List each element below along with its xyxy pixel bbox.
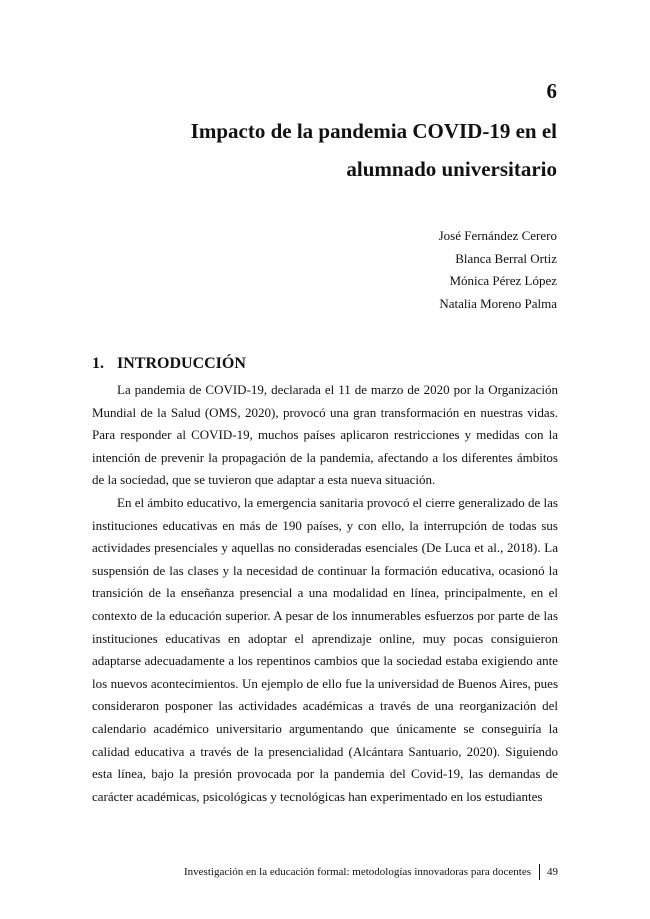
paragraph: En el ámbito educativo, la emergencia sanitaria provocó el cierre generalizado de las instituciones educativas en más de 190 países, y con ello, la interrupción de todas sus actividades presenciales y aquellas no consideradas esenciales (De Luca et al., 2018). La suspensión de las clases y la necesidad de continuar la formación educativa, ocasionó la transición de la enseñanza presencial a una modalidad en línea, principalmente, en el contexto de la educación superior. A pesar de los innumerables esfuerzos por parte de las instituciones educativas en adoptar el aprendizaje online, muy pocas consiguieron adaptarse adecuadamente a los repentinos cambios que la sociedad estaba exigiendo ante los nuevos acontecimientos. Un ejemplo de ello fue la universidad de Buenos Aires, pues consideraron posponer las actividades académicas a través de una reorganización del calendario académico universitario argumentando que únicamente se conseguiría la calidad educativa a través de la presencialidad (Alcántara Santuario, 2020). Siguiendo esta línea, bajo la presión provocada por la pandemia del Covid-19, las demandas de carácter académicas, psicológicas y tecnológicas han experimentado en los estudiantes bbox=[92, 494, 558, 804]
chapter-title-line-1: Impacto de la pandemia COVID-19 en el bbox=[190, 119, 557, 143]
section-number: 1. bbox=[92, 355, 104, 372]
page-footer bbox=[184, 864, 558, 880]
footer-divider bbox=[539, 864, 540, 880]
chapter-title bbox=[137, 112, 557, 188]
author-name: Blanca Berral Ortiz bbox=[455, 250, 557, 266]
body-text bbox=[92, 379, 558, 808]
page-number: 49 bbox=[547, 866, 558, 878]
author-name: José Fernández Cerero bbox=[438, 228, 557, 243]
paragraph: La pandemia de COVID-19, declarada el 11 de marzo de 2020 por la Organización Mundial de la Salud (OMS, 2020), provocó una gran transformación en nuestras vidas. Para responder al COVID-19, muchos países aplicaron restricciones y medidas con la intención de prevenir la propagación de la pandemia, afectando a los diferentes ámbitos de la sociedad, que se tuvieron que adaptar a esta nueva situación. bbox=[92, 382, 558, 488]
author-list bbox=[439, 225, 557, 315]
author-name: Mónica Pérez López bbox=[449, 273, 557, 288]
section-title: INTRODUCCIÓN bbox=[117, 355, 246, 372]
footer-book-title: Investigación en la educación formal: metodologías innovadoras para docentes bbox=[184, 866, 531, 878]
author-name: Natalia Moreno Palma bbox=[439, 295, 557, 311]
chapter-title-line-2: alumnado universitario bbox=[346, 157, 557, 181]
chapter-number: 6 bbox=[546, 79, 557, 103]
section-heading bbox=[92, 354, 246, 374]
